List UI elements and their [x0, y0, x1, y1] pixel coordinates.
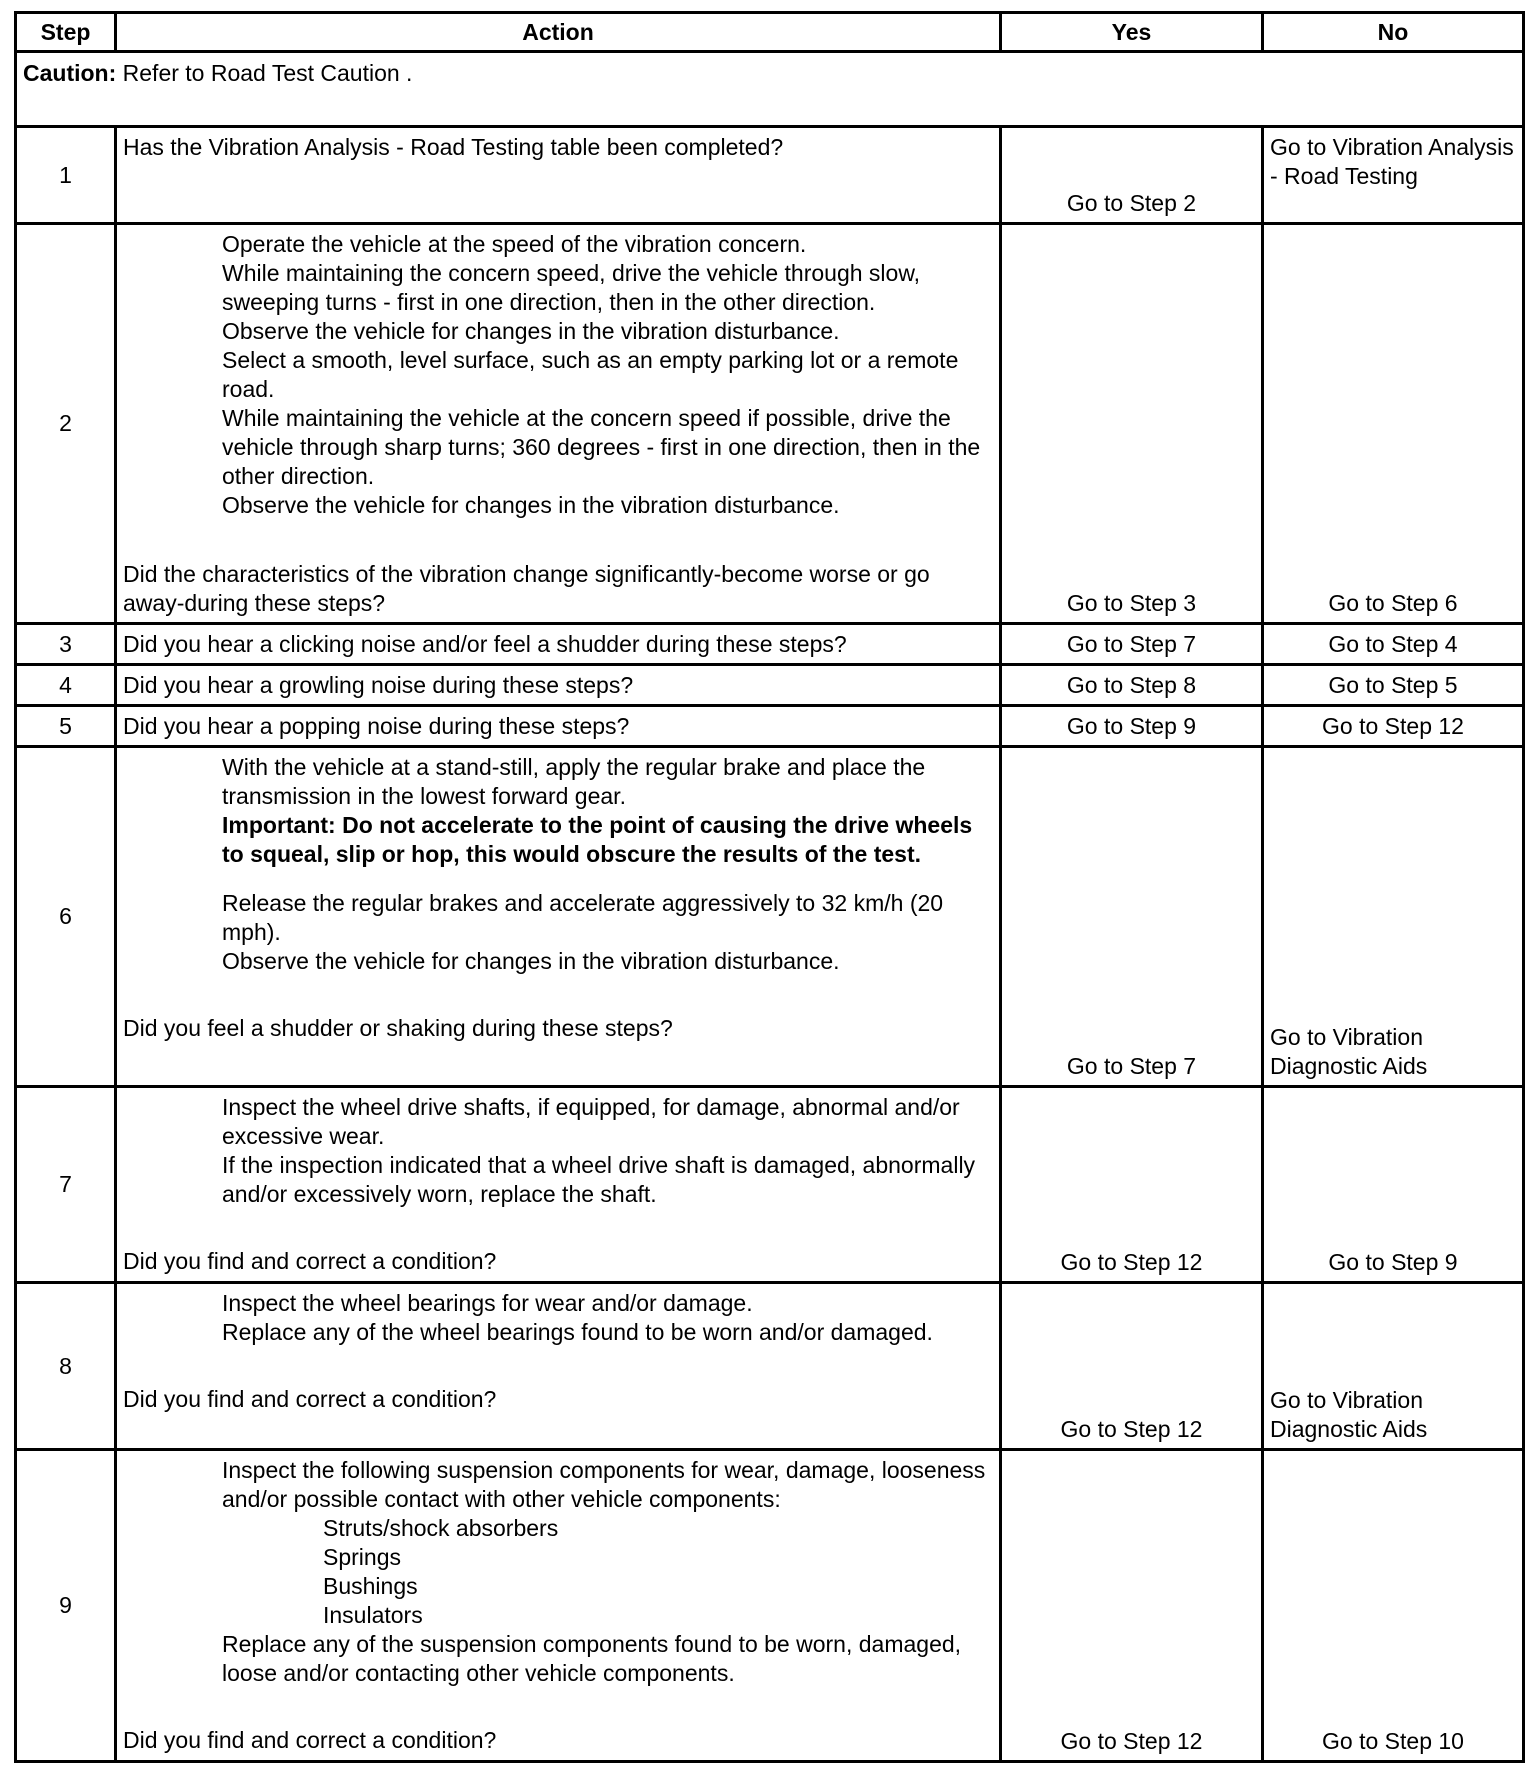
- question: Did the characteristics of the vibration change significantly-become worse or go away-during these steps?: [123, 561, 930, 616]
- component-item: Bushings: [323, 1573, 418, 1599]
- instruction: Release the regular brakes and accelerate aggressively to 32 km/h (20 mph).: [222, 890, 944, 945]
- component-item: Insulators: [323, 1602, 423, 1628]
- step-number: 6: [16, 747, 116, 1087]
- important-note: Important: Do not accelerate to the point of causing the drive wheels to squeal, slip or hop, this would obscure the results of the test.: [222, 812, 973, 867]
- question: Did you find and correct a condition?: [123, 1248, 497, 1274]
- no-cell: Go to Step 12: [1263, 706, 1524, 747]
- step-number: 3: [16, 624, 116, 665]
- table-row: [16, 1450, 1524, 1762]
- no-cell: Go to Step 4: [1263, 624, 1524, 665]
- yes-cell: Go to Step 12: [1001, 1283, 1263, 1450]
- step-number: 5: [16, 706, 116, 747]
- action-cell: [116, 1087, 1001, 1283]
- component-item: Struts/shock absorbers: [323, 1515, 559, 1541]
- step-number: 9: [16, 1450, 116, 1762]
- component-item: Springs: [323, 1544, 401, 1570]
- no-cell: Go to Vibration Diagnostic Aids: [1263, 747, 1524, 1087]
- yes-cell: Go to Step 7: [1001, 624, 1263, 665]
- instruction: Observe the vehicle for changes in the vibration disturbance.: [222, 948, 840, 974]
- instruction: Operate the vehicle at the speed of the vibration concern.: [222, 231, 807, 257]
- question: Did you hear a popping noise during these steps?: [116, 706, 1001, 747]
- yes-cell: Go to Step 2: [1001, 127, 1263, 224]
- yes-cell: Go to Step 8: [1001, 665, 1263, 706]
- header-no: No: [1263, 13, 1524, 52]
- instruction: Replace any of the wheel bearings found to be worn and/or damaged.: [222, 1319, 933, 1345]
- table-row: [16, 624, 1524, 665]
- caution-row: [16, 52, 1524, 127]
- action-cell: [116, 127, 1001, 224]
- instruction: Observe the vehicle for changes in the vibration disturbance.: [222, 492, 840, 518]
- table-row: [16, 1087, 1524, 1283]
- action-cell: [116, 1450, 1001, 1762]
- instruction: Observe the vehicle for changes in the vibration disturbance.: [222, 318, 840, 344]
- header-row: [16, 13, 1524, 52]
- instruction: While maintaining the concern speed, drive the vehicle through slow, sweeping turns - first in one direction, then in the other direction.: [222, 260, 921, 315]
- table-row: [16, 127, 1524, 224]
- step-number: 8: [16, 1283, 116, 1450]
- question: Did you feel a shudder or shaking during these steps?: [123, 1015, 673, 1041]
- header-yes: Yes: [1001, 13, 1263, 52]
- no-cell: Go to Step 9: [1263, 1087, 1524, 1283]
- instruction: Inspect the wheel drive shafts, if equipped, for damage, abnormal and/or excessive wear.: [222, 1094, 960, 1149]
- header-action: Action: [116, 13, 1001, 52]
- step-number: 1: [16, 127, 116, 224]
- caution-text: Refer to Road Test Caution .: [116, 60, 413, 86]
- instruction: Inspect the following suspension components for wear, damage, looseness and/or possible contact with other vehicle components:: [222, 1457, 986, 1512]
- instruction: Select a smooth, level surface, such as an empty parking lot or a remote road.: [222, 347, 959, 402]
- no-cell: Go to Vibration Diagnostic Aids: [1263, 1283, 1524, 1450]
- question: Did you find and correct a condition?: [123, 1727, 497, 1753]
- yes-cell: Go to Step 12: [1001, 1450, 1263, 1762]
- diagnostic-table: [14, 11, 1525, 1763]
- no-cell: Go to Step 5: [1263, 665, 1524, 706]
- question: Did you hear a clicking noise and/or feel a shudder during these steps?: [116, 624, 1001, 665]
- no-cell: Go to Step 6: [1263, 224, 1524, 624]
- table-row: [16, 747, 1524, 1087]
- yes-cell: Go to Step 12: [1001, 1087, 1263, 1283]
- instruction: If the inspection indicated that a wheel drive shaft is damaged, abnormally and/or excessively worn, replace the shaft.: [222, 1152, 976, 1207]
- no-cell: Go to Step 10: [1263, 1450, 1524, 1762]
- question: Did you hear a growling noise during these steps?: [116, 665, 1001, 706]
- caution-label: Caution:: [23, 60, 117, 86]
- table-row: [16, 665, 1524, 706]
- header-step: Step: [16, 13, 116, 52]
- table-row: [16, 1283, 1524, 1450]
- table-row: [16, 706, 1524, 747]
- yes-cell: Go to Step 3: [1001, 224, 1263, 624]
- question: Has the Vibration Analysis - Road Testing table been completed?: [123, 134, 784, 160]
- step-number: 2: [16, 224, 116, 624]
- no-cell: Go to Vibration Analysis - Road Testing: [1263, 127, 1524, 224]
- table-row: [16, 224, 1524, 624]
- yes-cell: Go to Step 7: [1001, 747, 1263, 1087]
- instruction: With the vehicle at a stand-still, apply the regular brake and place the transmission in the lowest forward gear.: [222, 754, 926, 809]
- instruction: While maintaining the vehicle at the concern speed if possible, drive the vehicle through sharp turns; 360 degrees - first in one direction, then in the other direction.: [222, 405, 981, 489]
- instruction: Inspect the wheel bearings for wear and/or damage.: [222, 1290, 753, 1316]
- action-cell: [116, 747, 1001, 1087]
- action-cell: [116, 1283, 1001, 1450]
- step-number: 7: [16, 1087, 116, 1283]
- question: Did you find and correct a condition?: [123, 1386, 497, 1412]
- action-cell: [116, 224, 1001, 624]
- instruction: Replace any of the suspension components found to be worn, damaged, loose and/or contacting other vehicle components.: [222, 1631, 962, 1686]
- yes-cell: Go to Step 9: [1001, 706, 1263, 747]
- step-number: 4: [16, 665, 116, 706]
- caution-cell: [16, 52, 1524, 127]
- diagnostic-document: [14, 11, 1522, 1763]
